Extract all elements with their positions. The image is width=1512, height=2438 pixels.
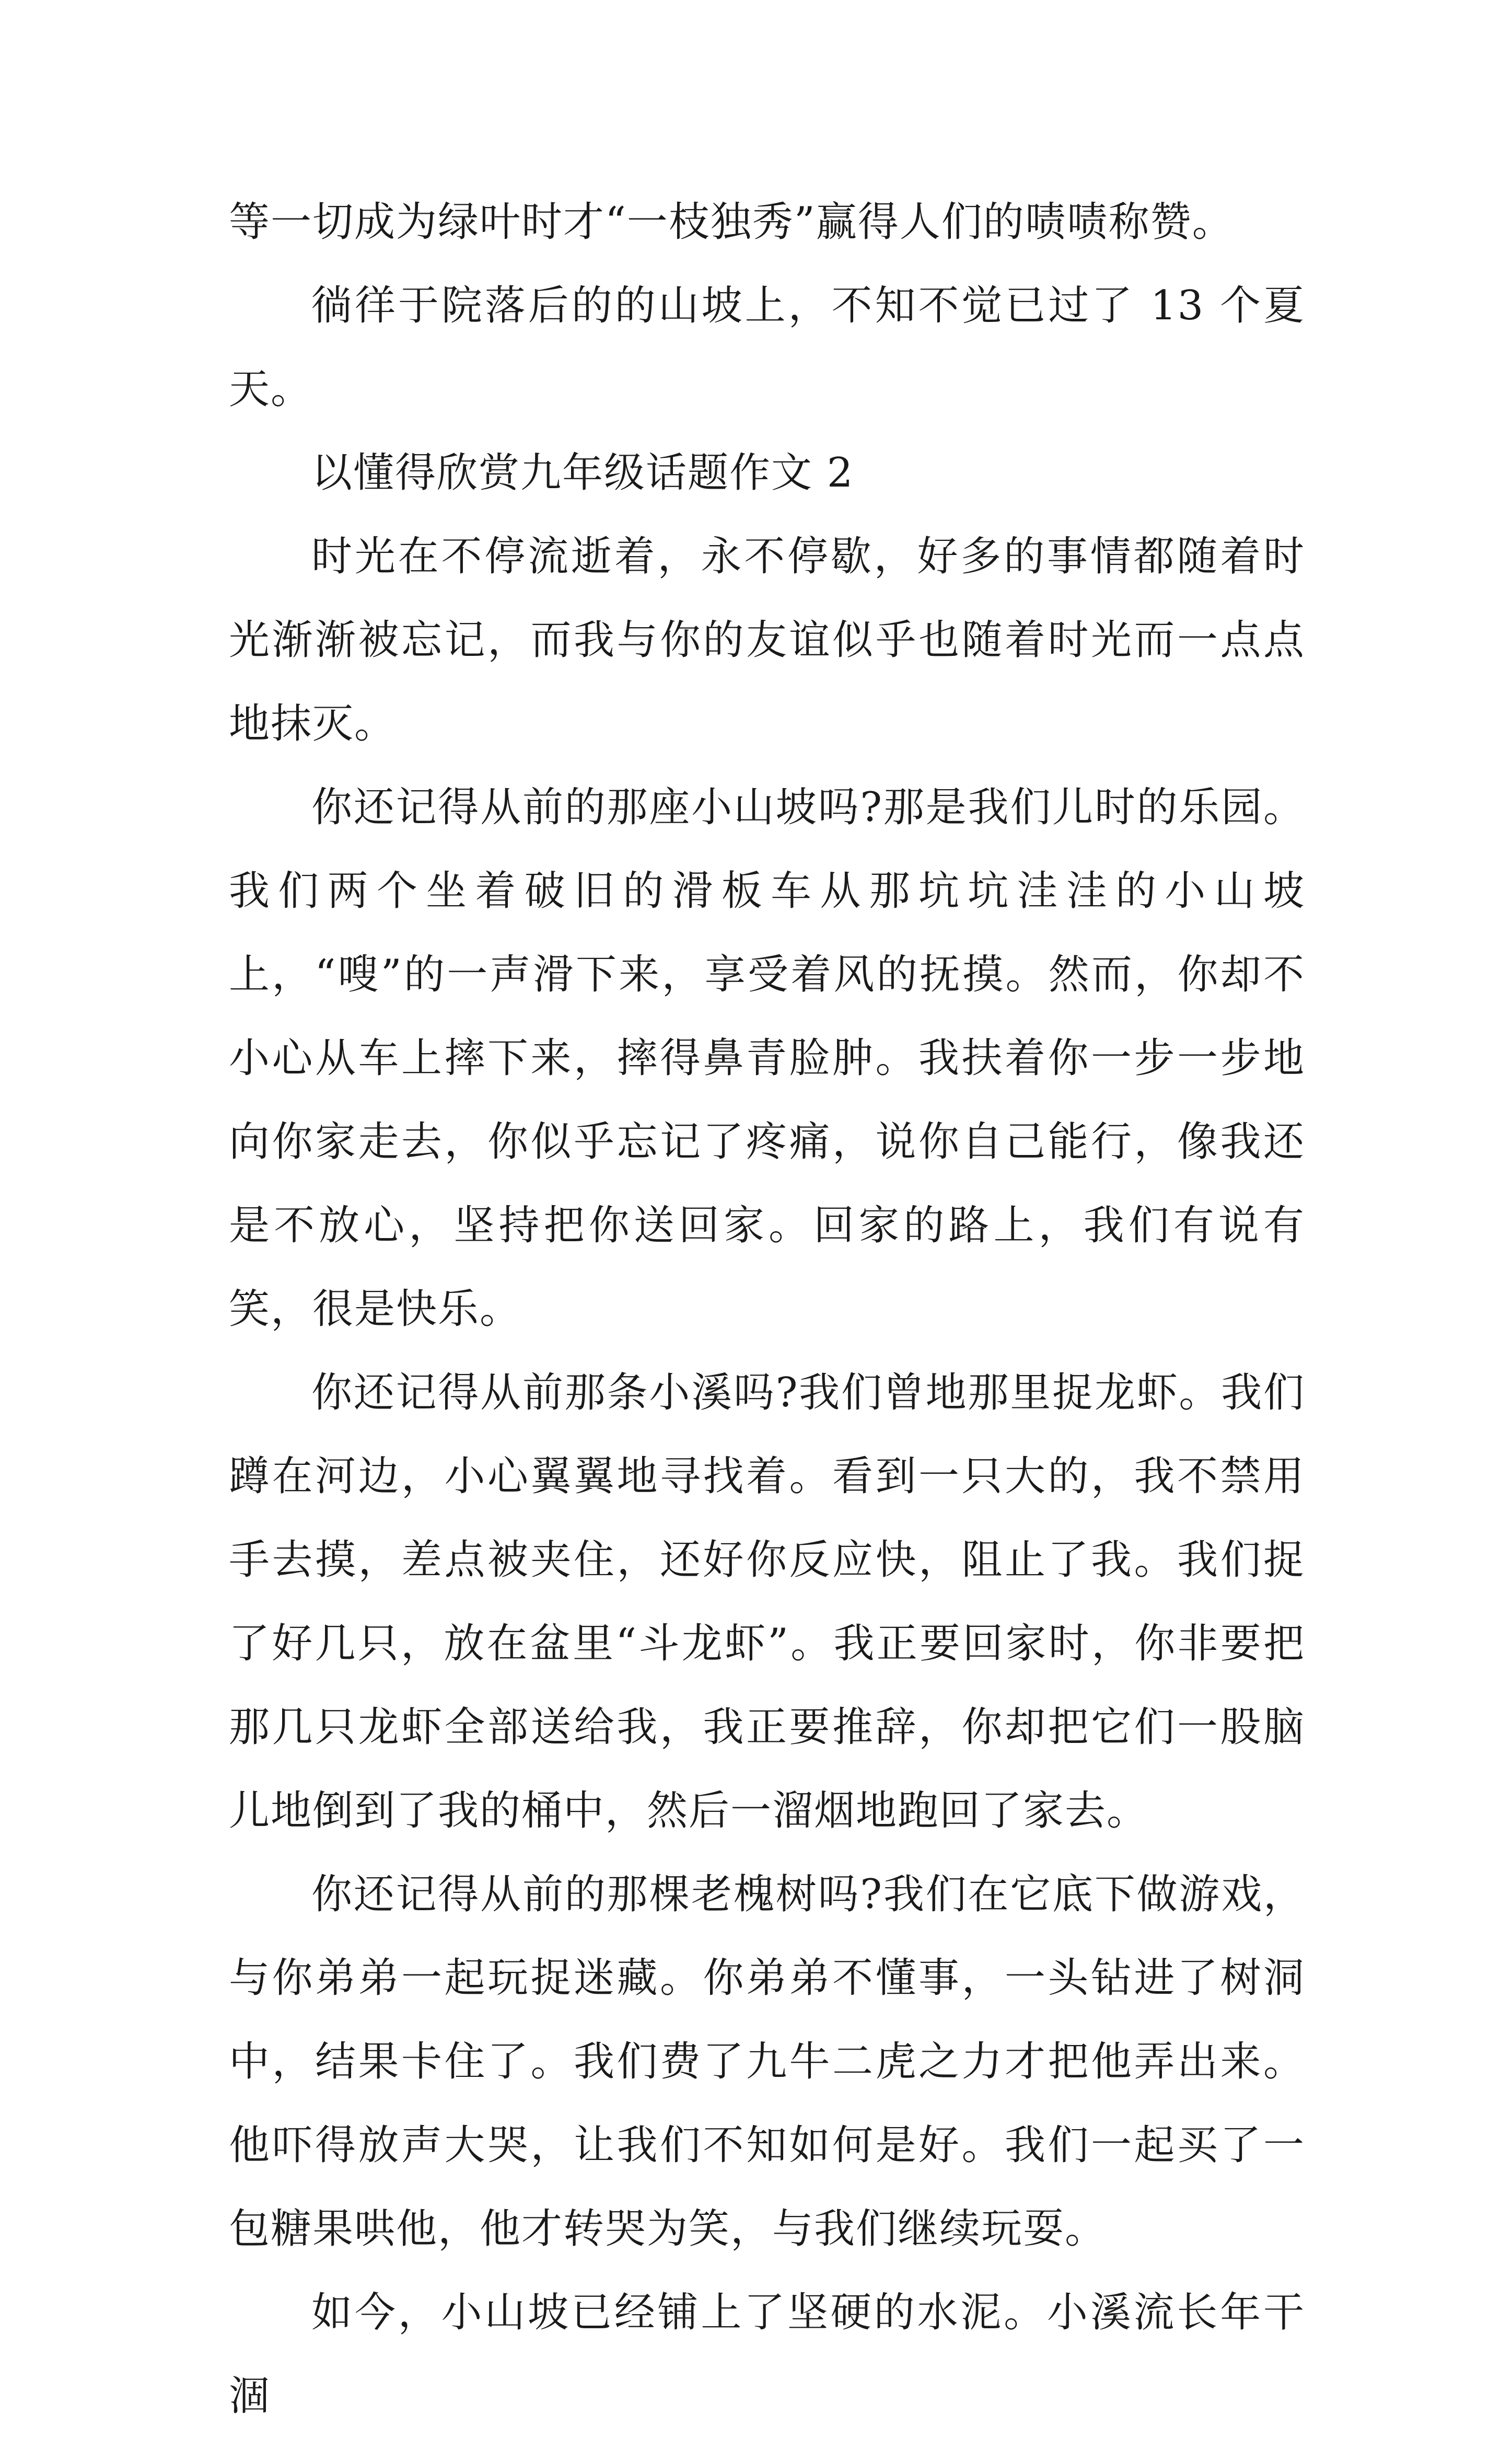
paragraph: 你还记得从前的那棵老槐树吗?我们在它底下做游戏，与你弟弟一起玩捉迷藏。你弟弟不懂事，一头钻进了树洞中，结果卡住了。我们费了九牛二虎之力才把他弄出来。他吓得放声大哭，让我们不知如何是好。我们一起买了一包糖果哄他，他才转哭为笑，与我们继续玩耍。 — [229, 1871, 1305, 2252]
essay-title: 以懂得欣赏九年级话题作文 2 — [311, 449, 854, 496]
paragraph: 等一切成为绿叶时才“一枝独秀”赢得人们的啧啧称赞。 — [229, 199, 1234, 246]
essay-body — [229, 180, 1305, 2438]
paragraph: 时光在不停流逝着，永不停歇，好多的事情都随着时光渐渐被忘记，而我与你的友谊似乎也随着时光而一点点地抹灭。 — [229, 533, 1305, 747]
paragraph: 你还记得从前那条小溪吗?我们曾地那里捉龙虾。我们蹲在河边，小心翼翼地寻找着。看到一只大的，我不禁用手去摸，差点被夹住，还好你反应快，阻止了我。我们捉了好几只，放在盆里“斗龙虾”。我正要回家时，你非要把那几只龙虾全部送给我，我正要推辞，你却把它们一股脑儿地倒到了我的桶中，然后一溜烟地跑回了家去。 — [229, 1369, 1305, 1834]
paragraph: 徜徉于院落后的的山坡上，不知不觉已过了 13 个夏天。 — [229, 282, 1305, 413]
paragraph: 你还记得从前的那座小山坡吗?那是我们儿时的乐园。我们两个坐着破旧的滑板车从那坑坑洼洼的小山坡上，“嗖”的一声滑下来，享受着风的抚摸。然而，你却不小心从车上摔下来，摔得鼻青脸肿。我扶着你一步一步地向你家走去，你似乎忘记了疼痛，说你自己能行，像我还是不放心，坚持把你送回家。回家的路上，我们有说有笑，很是快乐。 — [229, 784, 1305, 1333]
paragraph: 如今，小山坡已经铺上了坚硬的水泥。小溪流长年干涸 — [229, 2289, 1305, 2420]
